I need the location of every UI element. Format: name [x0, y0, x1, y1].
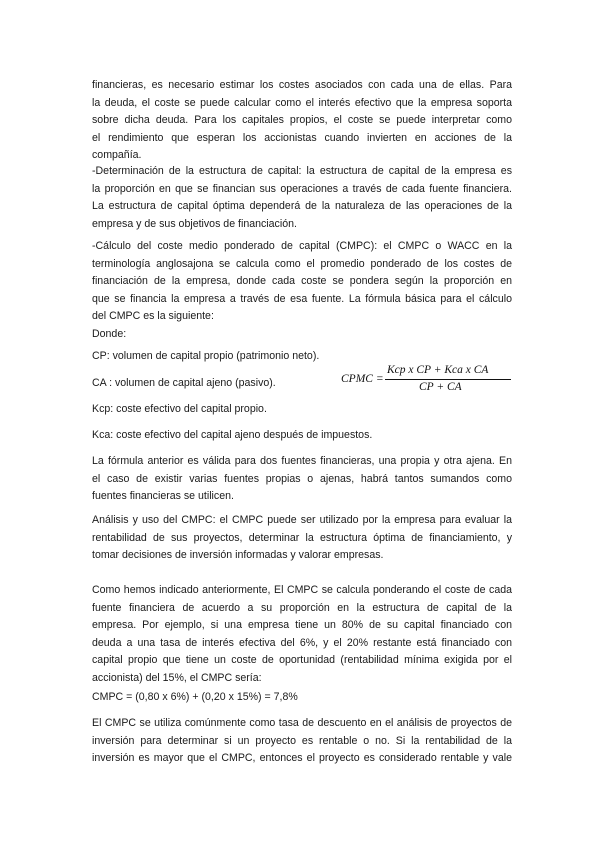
definition-kcp: Kcp: coste efectivo del capital propio.: [92, 403, 267, 415]
definition-cp: CP: volumen de capital propio (patrimonio neto).: [92, 350, 320, 362]
text-line: tomar decisiones de inversión informadas y valorar empresas.: [92, 549, 384, 561]
formula-lhs: CPMC =: [341, 373, 384, 385]
text-line: La estructura de capital óptima dependerá de la naturaleza de las operaciones de la: [92, 200, 512, 212]
text-line: financiación de la empresa, donde cada coste se pondera según la proporción en: [92, 275, 512, 287]
text-line: inversión para determinar si un proyecto es rentable o no. Si la rentabilidad de la: [92, 734, 512, 747]
text-line: deuda a una tasa de interés efectiva del 6%, y el 20% restante está financiado con: [92, 636, 512, 649]
text-line: del CMPC es la siguiente:: [92, 310, 214, 322]
text-line: el caso de existir varias fuentes propias o ajenas, habrá tantos sumandos como: [92, 472, 512, 485]
text-line: el rendimiento que esperan los accionistas cuando invierten en acciones de la: [92, 131, 512, 144]
paragraph-discount-rate: [92, 715, 512, 768]
definition-kca: Kca: coste efectivo del capital ajeno después de impuestos.: [92, 429, 373, 441]
text-line: El CMPC se utiliza comúnmente como tasa de descuento en el análisis de proyectos de: [92, 717, 512, 729]
text-line: terminología anglosajona se calcula como el promedio ponderado de los costes de: [92, 257, 512, 270]
text-line: que se financia la empresa a través de esa fuente. La fórmula básica para el cálculo: [92, 292, 512, 305]
text-line: empresa y de sus objetivos de financiación.: [92, 217, 297, 230]
text-line: accionista) del 15%, el CMPC sería:: [92, 671, 262, 684]
definition-ca: CA : volumen de capital ajeno (pasivo).: [92, 377, 276, 389]
text-line: la deuda, el coste se puede calcular como el interés efectivo que la empresa soporta: [92, 96, 512, 109]
text-line: la proporción en que se financian sus operaciones a través de cada fuente financiera.: [92, 182, 512, 195]
text-line: Análisis y uso del CMPC: el CMPC puede ser utilizado por la empresa para evaluar la: [92, 514, 512, 526]
paragraph-capital-structure: [92, 163, 512, 233]
paragraph-cmpc-analysis: [92, 512, 512, 565]
paragraph-example: [92, 582, 512, 687]
paragraph-formula-validity: [92, 453, 512, 506]
text-line: empresa. Por ejemplo, si una empresa tiene un 80% de su capital financiado con: [92, 619, 512, 631]
text-line: Como hemos indicado anteriormente, El CMPC se calcula ponderando el coste de cada: [92, 584, 512, 596]
text-line: inversión es mayor que el CMPC, entonces el proyecto es considerado rentable y vale: [92, 752, 512, 764]
example-formula: CMPC = (0,80 x 6%) + (0,20 x 15%) = 7,8%: [92, 691, 298, 703]
text-line: Donde:: [92, 327, 127, 340]
paragraph-cost-sources: [92, 77, 512, 165]
text-line: rentabilidad de sus proyectos, determinar la estructura óptima de financiamiento, y: [92, 531, 512, 544]
cmpc-formula: [341, 364, 521, 400]
text-line: capital propio que tiene un coste de oportunidad (rentabilidad mínima exigida por el: [92, 654, 512, 666]
text-line: fuente financiera de acuerdo a su proporción en la estructura de capital de la: [92, 601, 512, 614]
text-line: compañía.: [92, 149, 142, 161]
formula-denominator: CP + CA: [419, 381, 462, 393]
formula-numerator: Kcp x CP + Kca x CA: [387, 364, 489, 376]
paragraph-cmpc-calculation: [92, 238, 512, 343]
text-line: -Cálculo del coste medio ponderado de capital (CMPC): el CMPC o WACC en la: [92, 240, 512, 252]
text-line: fuentes financieras se utilicen.: [92, 490, 234, 502]
fraction-bar: [385, 379, 511, 380]
text-line: sobre dicha deuda. Para los capitales propios, el coste se puede interpretar como: [92, 114, 512, 126]
text-line: -Determinación de la estructura de capital: la estructura de capital de la empresa es: [92, 165, 512, 177]
text-line: La fórmula anterior es válida para dos fuentes financieras, una propia y otra ajena. En: [92, 455, 512, 467]
text-line: financieras, es necesario estimar los costes asociados con cada una de ellas. Para: [92, 79, 512, 91]
